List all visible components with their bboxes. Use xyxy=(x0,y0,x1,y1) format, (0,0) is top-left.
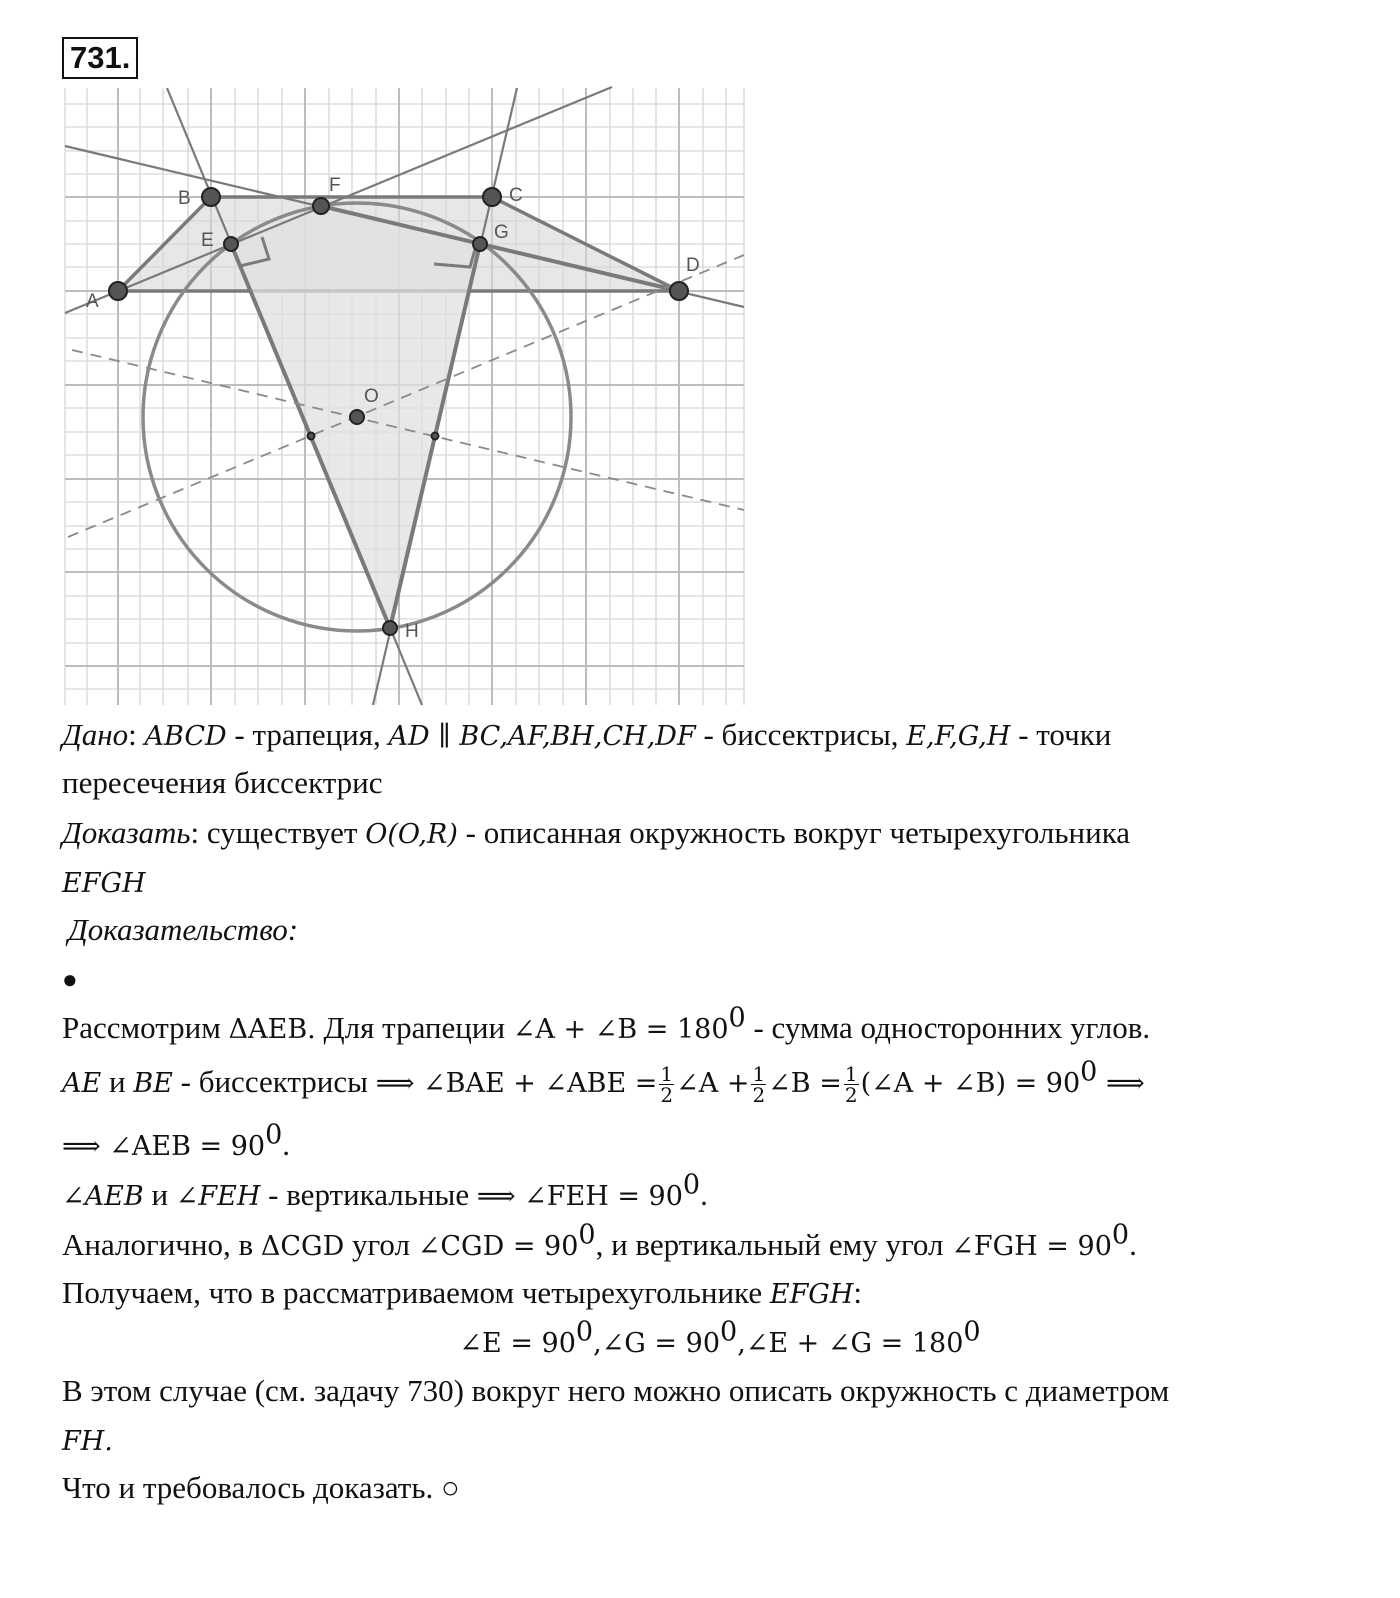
given-line: Дано: ABCD - трапеция, AD ∥ BC,AF,BH,CH,DF - биссектрисы, E,F,G,H - точки xyxy=(62,717,1112,752)
point-f xyxy=(313,198,329,214)
given-line-2: пересечения биссектрис xyxy=(62,765,383,800)
label-g: G xyxy=(494,222,509,243)
label-h: H xyxy=(405,621,419,642)
point-e xyxy=(224,237,238,251)
point-d xyxy=(670,282,688,300)
proof-line-3: ⟹ ∠AEB = $90^0$. xyxy=(62,1119,291,1162)
label-a: A xyxy=(86,291,99,312)
point-a xyxy=(109,282,127,300)
proof-line-5: Аналогично, в ΔCGD угол ∠CGD = $90^0$, и вертикальный ему угол ∠FGH = $90^0$. xyxy=(62,1219,1137,1262)
proof-line-7-formula: ∠E = $90^0,\angle G$ = $90^0,\angle E$ + ∠G = $180^0$ xyxy=(459,1316,981,1359)
proof-line-4: ∠AEB и ∠FEH - вертикальные ⟹ ∠FEH = $90^0$. xyxy=(62,1169,708,1212)
label-f: F xyxy=(329,175,341,196)
midpoint-2 xyxy=(432,433,439,440)
point-o xyxy=(350,410,364,424)
prove-line-2: EFGH xyxy=(62,868,146,899)
proof-line-8: В этом случае (см. задачу 730) вокруг него можно описать окружность с диаметром xyxy=(62,1373,1170,1408)
midpoint-1 xyxy=(308,433,315,440)
fraction-half-1: $\frac{1}{2}$ xyxy=(660,1062,674,1108)
proof-line-1: Рассмотрим ΔAEB. Для трапеции ∠A + ∠B = $180^0$ - сумма односторонних углов. xyxy=(62,1002,1151,1045)
conclusion-line: Что и требовалось доказать. ○ xyxy=(62,1470,460,1505)
proof-label: Доказательство: xyxy=(68,912,299,947)
proof-line-9: FH. xyxy=(62,1426,113,1457)
geometry-figure xyxy=(0,0,760,712)
fraction-half-2: $\frac{1}{2}$ xyxy=(752,1062,766,1108)
point-h xyxy=(383,621,397,635)
fraction-half-3: $\frac{1}{2}$ xyxy=(844,1062,858,1108)
label-c: C xyxy=(509,185,523,206)
point-c xyxy=(483,188,501,206)
label-o: O xyxy=(364,386,379,407)
proof-line-2: AE и BE - биссектрисы ⟹ ∠BAE + ∠ABE = $\frac{1}{2}$ ∠A + $\frac{1}{2}$ ∠B = $\frac{1}{2}$ (∠A + ∠B) = $90^0$ ⟹ xyxy=(62,1056,1145,1108)
label-b: B xyxy=(178,188,191,209)
label-e: E xyxy=(201,230,214,251)
proof-line-6: Получаем, что в рассматриваемом четырехугольнике EFGH: xyxy=(62,1275,863,1310)
bullet: ● xyxy=(62,965,78,994)
point-g xyxy=(473,237,487,251)
problem-number: 731. xyxy=(62,37,138,79)
point-b xyxy=(202,188,220,206)
label-d: D xyxy=(686,255,700,276)
prove-line: Доказать: существует O(O,R) - описанная окружность вокруг четырехугольника xyxy=(62,815,1131,850)
